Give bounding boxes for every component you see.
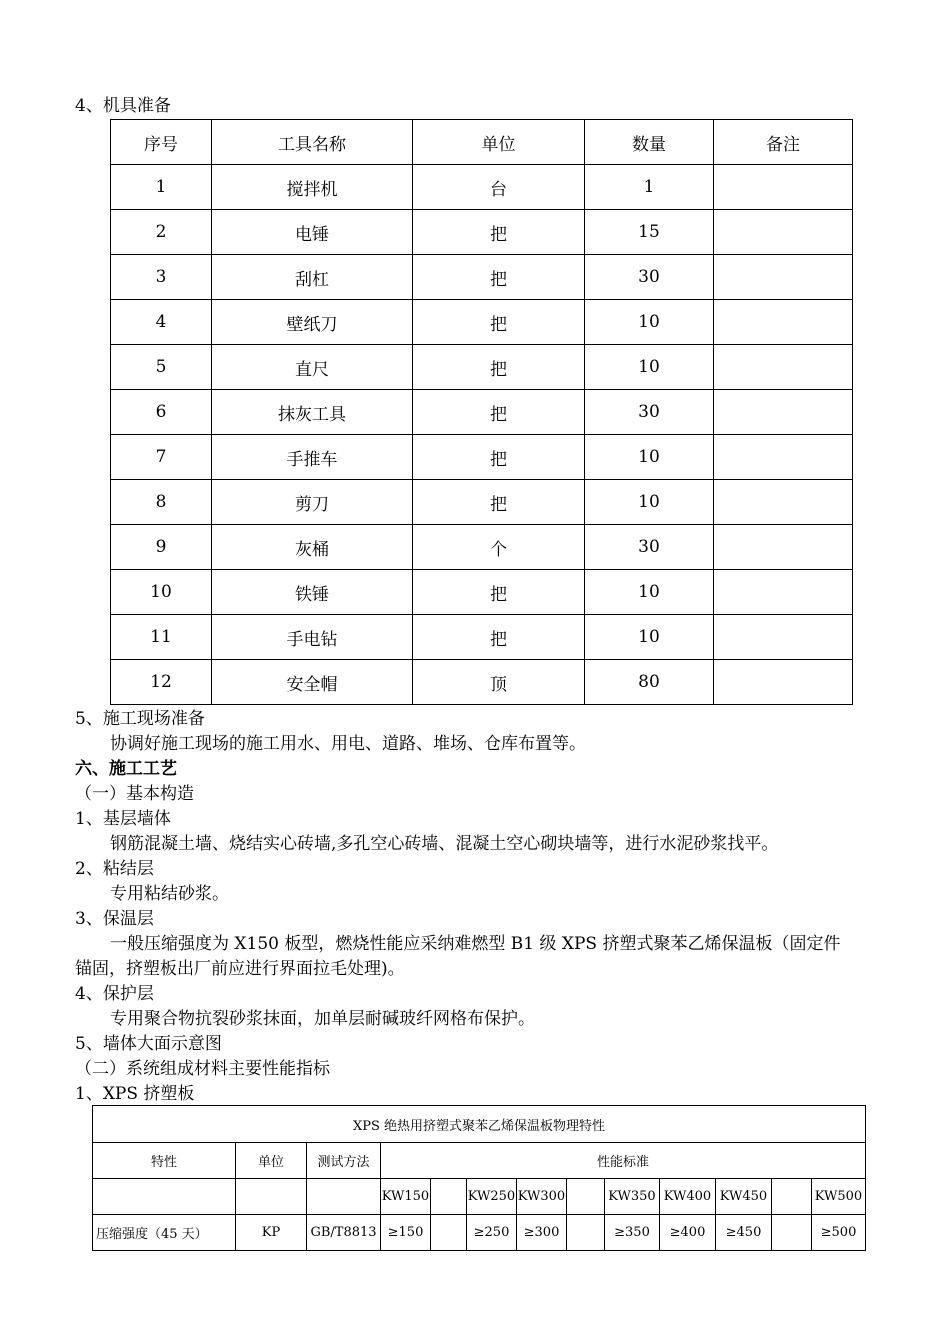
table-row: [111, 525, 853, 570]
xps-value-cell: ≥500: [812, 1215, 866, 1251]
tools-cell-tool-name: 搅拌机: [212, 165, 413, 210]
xps-value-cell: ≥400: [660, 1215, 716, 1251]
insulation-layer-body-1: 一般压缩强度为 X150 板型，燃烧性能应采纳难燃型 B1 级 XPS 挤塑式聚苯乙烯保温板（固定件: [110, 934, 841, 954]
xps-grade-cell: KW250: [467, 1179, 517, 1215]
table-row: [111, 300, 853, 345]
tools-cell-quantity: 30: [585, 255, 714, 300]
xps-value-cell: ≥300: [517, 1215, 567, 1251]
tools-cell-tool-name: 剪刀: [212, 480, 413, 525]
xps-grade-cell: [431, 1179, 467, 1215]
bond-layer-body: 专用粘结砂浆。: [110, 884, 229, 904]
protective-layer-body: 专用聚合物抗裂砂浆抹面，加单层耐碱玻纤网格布保护。: [110, 1009, 535, 1029]
tools-cell-remark: [714, 300, 853, 345]
xps-table-cell: [236, 1179, 307, 1215]
tools-cell-quantity: 15: [585, 210, 714, 255]
tools-cell-remark: [714, 660, 853, 705]
tools-cell-quantity: 80: [585, 660, 714, 705]
xps-properties-table: [92, 1105, 866, 1251]
tools-table-header-cell: 序号: [111, 120, 212, 165]
xps-grade-cell: KW400: [660, 1179, 716, 1215]
table-row: [111, 480, 853, 525]
tools-table-header-cell: 工具名称: [212, 120, 413, 165]
tools-cell-tool-name: 安全帽: [212, 660, 413, 705]
xps-grade-cell: KW300: [517, 1179, 567, 1215]
xps-value-cell: ≥450: [716, 1215, 772, 1251]
xps-table-title: XPS 绝热用挤塑式聚苯乙烯保温板物理特性: [93, 1106, 866, 1143]
base-wall-body: 钢筋混凝土墙、烧结实心砖墙,多孔空心砖墙、混凝土空心砌块墙等，进行水泥砂浆找平。: [110, 834, 779, 854]
tools-cell-tool-name: 铁锤: [212, 570, 413, 615]
tools-table-header-cell: 数量: [585, 120, 714, 165]
tools-cell-quantity: 30: [585, 390, 714, 435]
tools-cell-unit: 把: [413, 480, 585, 525]
tools-cell-remark: [714, 255, 853, 300]
tools-cell-remark: [714, 480, 853, 525]
tools-cell-row-number: 10: [111, 570, 212, 615]
xps-col-header: 单位: [236, 1143, 307, 1179]
insulation-layer-body-2: 锚固，挤塑板出厂前应进行界面拉毛处理)。: [75, 959, 405, 979]
tools-cell-tool-name: 抹灰工具: [212, 390, 413, 435]
tools-cell-unit: 把: [413, 570, 585, 615]
tools-cell-unit: 把: [413, 300, 585, 345]
site-prep-heading: 5、施工现场准备: [75, 709, 205, 729]
tools-cell-row-number: 1: [111, 165, 212, 210]
subsection-heading-structure: （一）基本构造: [75, 784, 194, 804]
tools-cell-unit: 把: [413, 255, 585, 300]
insulation-layer-heading: 3、保温层: [75, 909, 154, 929]
tools-cell-unit: 顶: [413, 660, 585, 705]
xps-value-cell: ≥150: [381, 1215, 431, 1251]
tools-cell-tool-name: 壁纸刀: [212, 300, 413, 345]
tools-cell-unit: 把: [413, 615, 585, 660]
tools-table: [110, 119, 853, 705]
xps-grade-cell: KW500: [812, 1179, 866, 1215]
tools-cell-tool-name: 手电钻: [212, 615, 413, 660]
tools-cell-tool-name: 刮杠: [212, 255, 413, 300]
table-row: [111, 660, 853, 705]
tools-cell-remark: [714, 525, 853, 570]
tools-cell-remark: [714, 345, 853, 390]
table-row: [111, 210, 853, 255]
tools-cell-row-number: 8: [111, 480, 212, 525]
xps-grade-cell: KW350: [605, 1179, 660, 1215]
xps-col-header: 测试方法: [307, 1143, 381, 1179]
tools-cell-tool-name: 灰桶: [212, 525, 413, 570]
xps-value-cell: ≥250: [467, 1215, 517, 1251]
tools-cell-unit: 把: [413, 435, 585, 480]
tools-cell-row-number: 2: [111, 210, 212, 255]
xps-value-cell: [772, 1215, 812, 1251]
xps-grade-cell: [772, 1179, 812, 1215]
chapter-heading: 六、施工工艺: [75, 759, 177, 779]
xps-grade-cell: [567, 1179, 605, 1215]
section-heading-tools: 4、机具准备: [75, 96, 171, 116]
table-row: [111, 390, 853, 435]
table-row: [111, 165, 853, 210]
xps-table-cell: [307, 1179, 381, 1215]
site-prep-body: 协调好施工现场的施工用水、用电、道路、堆场、仓库布置等。: [110, 734, 586, 754]
table-row: [111, 345, 853, 390]
tools-cell-quantity: 30: [585, 525, 714, 570]
xps-test-method: GB/T8813: [307, 1215, 381, 1251]
tools-cell-quantity: 10: [585, 300, 714, 345]
tools-table-header-cell: 单位: [413, 120, 585, 165]
tools-cell-remark: [714, 210, 853, 255]
tools-cell-row-number: 6: [111, 390, 212, 435]
tools-cell-quantity: 10: [585, 435, 714, 480]
tools-cell-unit: 把: [413, 390, 585, 435]
tools-cell-unit: 把: [413, 210, 585, 255]
tools-cell-row-number: 11: [111, 615, 212, 660]
xps-value-cell: ≥350: [605, 1215, 660, 1251]
tools-cell-remark: [714, 435, 853, 480]
xps-grade-cell: KW150: [381, 1179, 431, 1215]
tools-cell-quantity: 10: [585, 615, 714, 660]
tools-cell-row-number: 5: [111, 345, 212, 390]
tools-cell-quantity: 10: [585, 570, 714, 615]
xps-col-header: 性能标准: [381, 1143, 866, 1179]
bond-layer-heading: 2、粘结层: [75, 859, 154, 879]
subsection-heading-materials: （二）系统组成材料主要性能指标: [75, 1059, 330, 1079]
xps-value-cell: [567, 1215, 605, 1251]
xps-value-cell: [431, 1215, 467, 1251]
tools-cell-row-number: 7: [111, 435, 212, 480]
tools-cell-quantity: 10: [585, 345, 714, 390]
tools-cell-quantity: 10: [585, 480, 714, 525]
xps-grade-cell: KW450: [716, 1179, 772, 1215]
xps-property-unit: KP: [236, 1215, 307, 1251]
tools-cell-row-number: 3: [111, 255, 212, 300]
tools-cell-remark: [714, 165, 853, 210]
tools-cell-tool-name: 手推车: [212, 435, 413, 480]
xps-heading: 1、XPS 挤塑板: [75, 1084, 195, 1104]
base-wall-heading: 1、基层墙体: [75, 809, 171, 829]
tools-cell-remark: [714, 390, 853, 435]
tools-cell-tool-name: 直尺: [212, 345, 413, 390]
tools-cell-row-number: 9: [111, 525, 212, 570]
table-row: [111, 615, 853, 660]
xps-property-name: 压缩强度（45 天）: [93, 1215, 236, 1251]
tools-cell-quantity: 1: [585, 165, 714, 210]
protective-layer-heading: 4、保护层: [75, 984, 154, 1004]
table-row: [111, 255, 853, 300]
tools-table-header-cell: 备注: [714, 120, 853, 165]
wall-diagram-heading: 5、墙体大面示意图: [75, 1034, 222, 1054]
tools-cell-row-number: 12: [111, 660, 212, 705]
tools-cell-row-number: 4: [111, 300, 212, 345]
table-row: [111, 570, 853, 615]
tools-cell-unit: 台: [413, 165, 585, 210]
tools-cell-unit: 个: [413, 525, 585, 570]
table-row: [111, 435, 853, 480]
tools-cell-remark: [714, 615, 853, 660]
xps-col-header: 特性: [93, 1143, 236, 1179]
tools-cell-remark: [714, 570, 853, 615]
tools-cell-tool-name: 电锤: [212, 210, 413, 255]
tools-table-header-row: [111, 120, 853, 165]
tools-cell-unit: 把: [413, 345, 585, 390]
xps-table-cell: [93, 1179, 236, 1215]
